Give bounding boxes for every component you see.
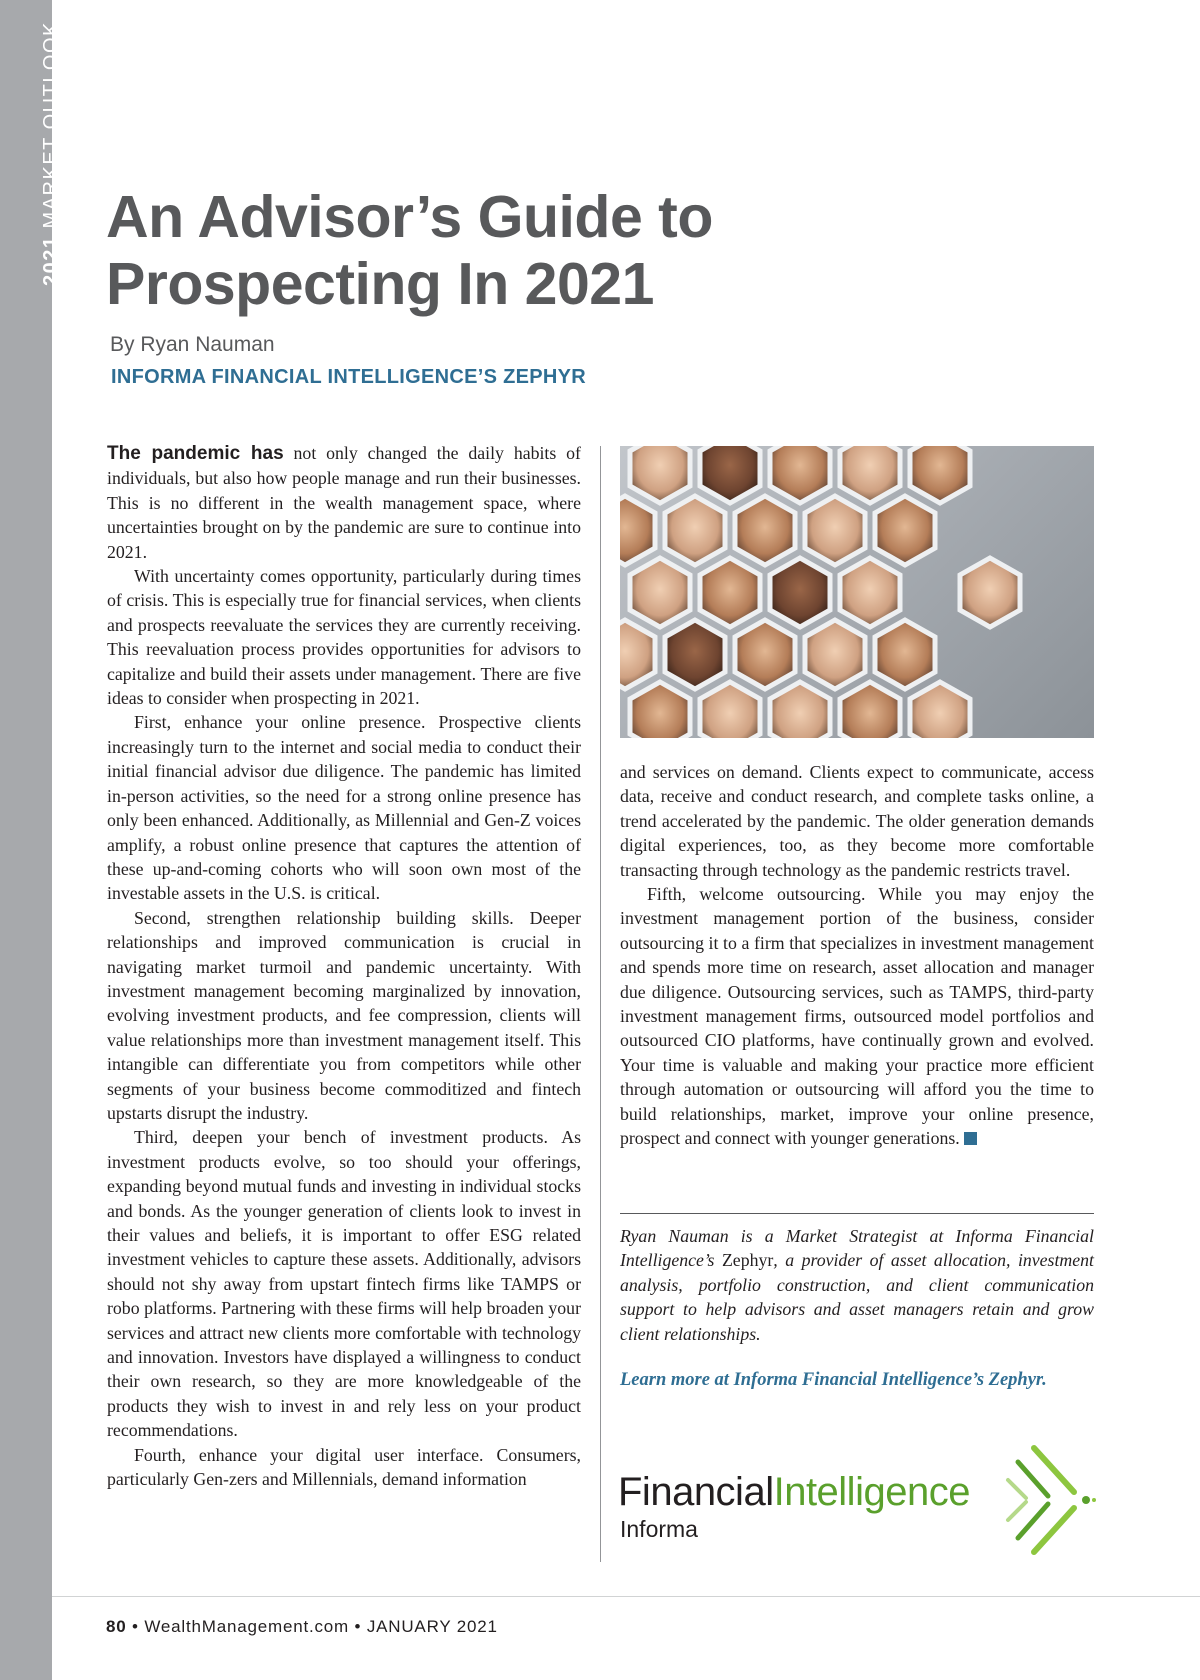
article-title	[106, 184, 726, 318]
paragraph-1-text: not only changed the daily habits of individuals, but also how people manage and run their businesses. This is no different in the wealth management space, where uncertainties brought on by the pandemic are sure to continue into 2021.	[107, 443, 581, 562]
paragraph-1	[107, 441, 581, 564]
logo-wordmark	[618, 1470, 970, 1515]
end-mark-icon	[964, 1132, 977, 1145]
bio-text-2: , a provider of asset allocation, investment analysis, portfolio construction, and client communication support to help advisors and asset managers retain and grow client relationships.	[620, 1250, 1094, 1344]
page-number: 80	[106, 1617, 127, 1636]
bio-zephyr: Zephyr	[721, 1250, 774, 1271]
section-label	[40, 21, 63, 286]
footer-separator-1: •	[132, 1617, 139, 1636]
author-bio	[620, 1224, 1094, 1346]
section-year: 2021	[40, 235, 62, 286]
logo-word-intelligence: Intelligence	[773, 1470, 970, 1514]
footer-separator-2: •	[354, 1617, 362, 1636]
column-divider	[600, 446, 601, 1562]
paragraph-6-continued: and services on demand. Clients expect to communicate, access data, receive and conduct research, and complete tasks online, a trend accelerated by the pandemic. The older generation demands digital experiences, too, as they become more comfortable transacting through technology as the pandemic restricts travel.	[620, 762, 1094, 880]
faces-photo	[620, 446, 1094, 738]
right-column	[620, 760, 1094, 1151]
paragraph-5: Third, deepen your bench of investment products. As investment products evolve, so too should your offerings, expanding beyond mutual funds and investing in individual stocks and bonds. As the younger generation of clients look to invest in their values and beliefs, it is important to offer ESG related investment vehicles to capture these assets. Additionally, advisors should not shy away from upstart fintech firms like TAMPS or robo platforms. Partnering with these firms will help broaden your services and attract new clients more comfortable with technology and innovation. Investors have displayed a willingness to conduct their own research, so they are more knowledgeable of the products they wish to invest in and rely less on your product recommendations.	[107, 1127, 581, 1441]
logo-word-financial: Financial	[618, 1470, 774, 1514]
chevron-mark-icon	[1004, 1440, 1096, 1560]
bio-text-1: Ryan Nauman is a Market Strategist at Informa Financial Intelligence’s	[620, 1226, 1094, 1271]
bio-divider	[620, 1213, 1094, 1214]
footer-rule	[52, 1596, 1200, 1597]
footer-site: WealthManagement.com	[144, 1617, 350, 1636]
page-footer	[106, 1617, 498, 1637]
left-column	[107, 441, 581, 1491]
paragraph-7-text: Fifth, welcome outsourcing. While you may enjoy the investment management portion of the business, consider outsourcing it to a firm that specializes in investment management and spends more time on research, asset allocation and manager due diligence. Outsourcing services, such as TAMPS, third-party investment management firms, outsourced model portfolios and outsourced CIO platforms, have continually grown and evolved. Your time is valuable and making your practice more efficient through automation or outsourcing will afford you the time to build relationships, market, improve your online presence, prospect and connect with younger generations.	[620, 884, 1094, 1149]
byline: By Ryan Nauman	[110, 333, 275, 356]
paragraph-6: Fourth, enhance your digital user interface. Consumers, particularly Gen-zers and Millennials, demand information	[107, 1444, 581, 1490]
logo-informa: Informa	[620, 1516, 698, 1542]
paragraph-7	[620, 882, 1094, 1150]
paragraph-2: With uncertainty comes opportunity, particularly during times of crisis. This is especially true for financial services, when clients and prospects reevaluate the services they are currently receiving. This reevaluation process provides opportunities for advisors to capitalize and build their assets under management. There are five ideas to consider when prospecting in 2021.	[107, 566, 581, 709]
footer-issue: JANUARY 2021	[366, 1617, 498, 1636]
title-line-2: Prospecting In 2021	[106, 251, 654, 317]
sidebar-strip	[0, 0, 62, 1680]
financial-intelligence-logo	[616, 1440, 1096, 1560]
hexagon-faces-image	[620, 446, 1094, 738]
paragraph-3: First, enhance your online presence. Prospective clients increasingly turn to the internet and social media to conduct their initial financial advisor due diligence. The pandemic has limited in-person activities, so the need for a strong online presence has only been enhanced. Additionally, as Millennial and Gen-Z voices amplify, a robust online presence that captures the attention of these up-and-coming cohorts who will soon own most of the investable assets in the U.S. is critical.	[107, 712, 581, 904]
author-organization: INFORMA FINANCIAL INTELLIGENCE’S ZEPHYR	[111, 366, 587, 388]
lead-in: The pandemic has	[107, 443, 284, 464]
paragraph-4: Second, strengthen relationship building skills. Deeper relationships and improved communication is crucial in navigating market turmoil and pandemic uncertainty. With investment management becoming marginalized by innovation, evolving investment products, and fee compression, clients will value relationships more than investment management itself. This intangible can differentiate you from competitors while other segments of your business become commoditized and fintech upstarts disrupt the industry.	[107, 907, 581, 1123]
section-name: MARKET OUTLOOK	[40, 21, 62, 229]
title-line-1: An Advisor’s Guide to	[106, 184, 713, 250]
learn-more-link[interactable]: Learn more at Informa Financial Intelligence’s Zephyr.	[620, 1370, 1047, 1390]
